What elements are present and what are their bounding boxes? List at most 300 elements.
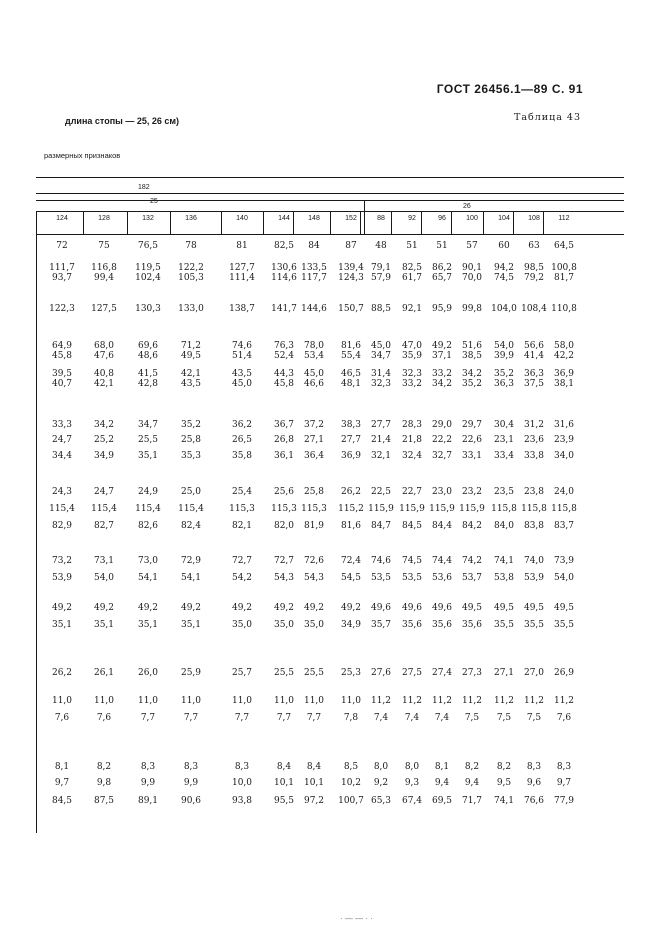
table-cell: 99,8 <box>461 304 483 314</box>
table-cell: 26,5 <box>231 435 253 445</box>
rule-2 <box>36 193 624 194</box>
table-cell: 35,7 <box>370 620 392 630</box>
table-cell: 26,8 <box>273 435 295 445</box>
table-cell: 44,3 <box>273 369 295 379</box>
column-header: 96 <box>438 215 446 222</box>
table-cell: 10,1 <box>303 778 325 788</box>
table-cell: 49,6 <box>401 603 423 613</box>
table-cell: 26,2 <box>51 668 73 678</box>
table-cell: 7,7 <box>140 713 156 723</box>
table-cell: 32,7 <box>431 451 453 461</box>
table-cell: 35,1 <box>93 620 115 630</box>
table-cell: 35,1 <box>180 620 202 630</box>
table-cell: 36,7 <box>273 420 295 430</box>
table-cell: 74,6 <box>231 341 253 351</box>
table-cell: 40,8 <box>93 369 115 379</box>
table-cell: 74,1 <box>493 556 515 566</box>
table-cell: 119,5 <box>135 263 161 273</box>
table-cell: 83,7 <box>553 521 575 531</box>
rule-3 <box>36 200 624 201</box>
table-cell: 9,8 <box>96 778 112 788</box>
table-cell: 27,6 <box>370 668 392 678</box>
table-cell: 33,2 <box>431 369 453 379</box>
table-cell: 95,9 <box>431 304 453 314</box>
table-cell: 25,3 <box>340 668 362 678</box>
table-cell: 45,8 <box>51 351 73 361</box>
table-cell: 90,6 <box>180 796 202 806</box>
table-cell: 36,1 <box>273 451 295 461</box>
column-separator <box>360 211 361 234</box>
table-cell: 115,4 <box>49 504 75 514</box>
table-cell: 84 <box>308 241 320 251</box>
table-cell: 51,4 <box>231 351 253 361</box>
table-cell: 89,1 <box>137 796 159 806</box>
table-cell: 8,4 <box>276 762 292 772</box>
table-cell: 72,6 <box>303 556 325 566</box>
table-cell: 11,0 <box>137 696 159 706</box>
table-cell: 88,5 <box>370 304 392 314</box>
column-header: 88 <box>377 215 385 222</box>
table-cell: 130,6 <box>271 263 297 273</box>
table-cell: 98,5 <box>523 263 545 273</box>
table-cell: 54,1 <box>137 573 159 583</box>
table-cell: 46,5 <box>340 369 362 379</box>
table-cell: 87 <box>345 241 357 251</box>
table-cell: 9,9 <box>183 778 199 788</box>
table-cell: 84,7 <box>370 521 392 531</box>
table-cell: 25,5 <box>273 668 295 678</box>
column-separator <box>451 211 452 234</box>
table-cell: 23,2 <box>461 487 483 497</box>
table-cell: 9,4 <box>464 778 480 788</box>
rule-5 <box>36 234 624 235</box>
table-cell: 81,7 <box>553 273 575 283</box>
table-cell: 141,7 <box>271 304 297 314</box>
table-cell: 7,4 <box>434 713 450 723</box>
table-cell: 70,0 <box>461 273 483 283</box>
table-cell: 27,1 <box>303 435 325 445</box>
table-cell: 99,4 <box>93 273 115 283</box>
table-cell: 72 <box>56 241 68 251</box>
table-cell: 41,4 <box>523 351 545 361</box>
table-cell: 9,2 <box>373 778 389 788</box>
table-cell: 23,9 <box>553 435 575 445</box>
table-cell: 100,8 <box>551 263 577 273</box>
table-cell: 53,9 <box>51 573 73 583</box>
table-cell: 25,7 <box>231 668 253 678</box>
table-cell: 65,3 <box>370 796 392 806</box>
table-cell: 49,2 <box>93 603 115 613</box>
span-label-25: 25 <box>150 198 158 205</box>
table-cell: 8,3 <box>526 762 542 772</box>
table-cell: 54,5 <box>340 573 362 583</box>
table-cell: 23,6 <box>523 435 545 445</box>
table-cell: 35,2 <box>493 369 515 379</box>
table-cell: 8,5 <box>343 762 359 772</box>
column-header: 144 <box>278 215 290 222</box>
column-separator <box>221 211 222 234</box>
table-cell: 84,2 <box>461 521 483 531</box>
table-cell: 24,7 <box>51 435 73 445</box>
column-header: 136 <box>185 215 197 222</box>
table-cell: 115,8 <box>551 504 577 514</box>
table-cell: 45,0 <box>370 341 392 351</box>
table-cell: 11,2 <box>431 696 453 706</box>
table-cell: 73,0 <box>137 556 159 566</box>
table-cell: 114,6 <box>271 273 297 283</box>
table-cell: 84,4 <box>431 521 453 531</box>
table-cell: 38,1 <box>553 379 575 389</box>
table-cell: 52,4 <box>273 351 295 361</box>
table-cell: 36,3 <box>493 379 515 389</box>
table-cell: 71,2 <box>180 341 202 351</box>
table-cell: 35,0 <box>273 620 295 630</box>
table-cell: 23,5 <box>493 487 515 497</box>
table-cell: 25,5 <box>303 668 325 678</box>
table-cell: 49,2 <box>51 603 73 613</box>
table-cell: 9,7 <box>54 778 70 788</box>
table-cell: 23,8 <box>523 487 545 497</box>
table-cell: 57 <box>466 241 478 251</box>
table-cell: 79,1 <box>370 263 392 273</box>
table-cell: 7,5 <box>526 713 542 723</box>
table-cell: 144,6 <box>301 304 327 314</box>
column-separator <box>293 211 294 234</box>
table-cell: 54,3 <box>273 573 295 583</box>
table-cell: 115,3 <box>229 504 255 514</box>
table-cell: 11,0 <box>51 696 73 706</box>
table-cell: 86,2 <box>431 263 453 273</box>
table-cell: 25,6 <box>273 487 295 497</box>
table-cell: 7,6 <box>54 713 70 723</box>
table-cell: 64,5 <box>553 241 575 251</box>
table-cell: 8,3 <box>140 762 156 772</box>
table-cell: 49,2 <box>340 603 362 613</box>
table-cell: 25,5 <box>137 435 159 445</box>
table-cell: 22,6 <box>461 435 483 445</box>
table-cell: 42,1 <box>93 379 115 389</box>
column-separator <box>391 211 392 234</box>
table-cell: 11,2 <box>461 696 483 706</box>
table-cell: 34,9 <box>93 451 115 461</box>
table-cell: 47,6 <box>93 351 115 361</box>
table-cell: 133,0 <box>178 304 204 314</box>
table-cell: 30,4 <box>493 420 515 430</box>
table-cell: 35,0 <box>303 620 325 630</box>
table-cell: 78,0 <box>303 341 325 351</box>
table-cell: 26,1 <box>93 668 115 678</box>
table-cell: 47,0 <box>401 341 423 351</box>
table-cell: 8,2 <box>496 762 512 772</box>
table-cell: 67,4 <box>401 796 423 806</box>
table-cell: 26,9 <box>553 668 575 678</box>
table-cell: 82,5 <box>401 263 423 273</box>
table-cell: 42,8 <box>137 379 159 389</box>
table-cell: 7,7 <box>183 713 199 723</box>
footer-mark: · — — · · <box>340 914 373 923</box>
table-cell: 35,5 <box>493 620 515 630</box>
column-header: 108 <box>528 215 540 222</box>
table-cell: 33,1 <box>461 451 483 461</box>
table-cell: 9,4 <box>434 778 450 788</box>
table-cell: 11,0 <box>340 696 362 706</box>
table-cell: 7,5 <box>464 713 480 723</box>
table-cell: 34,2 <box>93 420 115 430</box>
table-cell: 115,8 <box>491 504 517 514</box>
table-cell: 48 <box>375 241 387 251</box>
table-cell: 25,8 <box>303 487 325 497</box>
dimension-label: размерных признаков <box>44 151 121 160</box>
table-cell: 35,1 <box>51 620 73 630</box>
table-cell: 34,4 <box>51 451 73 461</box>
table-cell: 82,6 <box>137 521 159 531</box>
table-cell: 49,5 <box>493 603 515 613</box>
table-cell: 49,2 <box>273 603 295 613</box>
table-cell: 36,3 <box>523 369 545 379</box>
table-cell: 49,2 <box>431 341 453 351</box>
table-cell: 38,3 <box>340 420 362 430</box>
table-cell: 127,7 <box>229 263 255 273</box>
table-cell: 74,2 <box>461 556 483 566</box>
table-cell: 11,2 <box>493 696 515 706</box>
table-cell: 94,2 <box>493 263 515 273</box>
column-separator <box>483 211 484 234</box>
table-cell: 22,2 <box>431 435 453 445</box>
column-separator <box>83 211 84 234</box>
table-cell: 7,7 <box>276 713 292 723</box>
table-cell: 61,7 <box>401 273 423 283</box>
table-cell: 104,0 <box>491 304 517 314</box>
table-cell: 49,2 <box>137 603 159 613</box>
table-cell: 11,0 <box>93 696 115 706</box>
table-cell: 32,3 <box>370 379 392 389</box>
table-cell: 21,4 <box>370 435 392 445</box>
table-cell: 72,9 <box>180 556 202 566</box>
column-separator <box>513 211 514 234</box>
table-cell: 54,2 <box>231 573 253 583</box>
table-cell: 35,1 <box>137 620 159 630</box>
table-cell: 43,5 <box>180 379 202 389</box>
table-cell: 84,5 <box>401 521 423 531</box>
table-cell: 35,6 <box>401 620 423 630</box>
table-cell: 9,6 <box>526 778 542 788</box>
table-cell: 11,2 <box>370 696 392 706</box>
table-cell: 34,2 <box>461 369 483 379</box>
table-cell: 51,6 <box>461 341 483 351</box>
table-cell: 115,3 <box>301 504 327 514</box>
table-cell: 122,2 <box>178 263 204 273</box>
table-cell: 24,7 <box>93 487 115 497</box>
table-cell: 76,5 <box>137 241 159 251</box>
table-cell: 117,7 <box>301 273 327 283</box>
column-header: 152 <box>345 215 357 222</box>
table-number-label: Таблица 43 <box>514 112 581 123</box>
table-cell: 32,4 <box>401 451 423 461</box>
table-cell: 11,2 <box>401 696 423 706</box>
table-cell: 34,7 <box>137 420 159 430</box>
table-cell: 115,9 <box>399 504 425 514</box>
table-cell: 31,6 <box>553 420 575 430</box>
table-cell: 7,7 <box>234 713 250 723</box>
table-cell: 82,4 <box>180 521 202 531</box>
table-cell: 11,2 <box>523 696 545 706</box>
table-cell: 27,7 <box>370 420 392 430</box>
rule-top <box>36 177 624 178</box>
column-header: 100 <box>466 215 478 222</box>
table-cell: 8,3 <box>556 762 572 772</box>
table-left-border <box>36 211 37 833</box>
table-cell: 29,0 <box>431 420 453 430</box>
table-cell: 72,4 <box>340 556 362 566</box>
column-header: 128 <box>98 215 110 222</box>
table-cell: 45,8 <box>273 379 295 389</box>
table-cell: 53,6 <box>431 573 453 583</box>
column-separator <box>543 211 544 234</box>
table-cell: 33,8 <box>523 451 545 461</box>
column-header: 140 <box>236 215 248 222</box>
table-cell: 73,1 <box>93 556 115 566</box>
table-cell: 8,0 <box>404 762 420 772</box>
table-cell: 42,2 <box>553 351 575 361</box>
table-cell: 7,6 <box>556 713 572 723</box>
table-cell: 32,1 <box>370 451 392 461</box>
table-cell: 48,1 <box>340 379 362 389</box>
table-cell: 150,7 <box>338 304 364 314</box>
table-cell: 116,8 <box>91 263 117 273</box>
table-cell: 82,5 <box>273 241 295 251</box>
table-cell: 75 <box>98 241 110 251</box>
table-cell: 130,3 <box>135 304 161 314</box>
page-header-standard: ГОСТ 26456.1—89 С. 91 <box>436 82 583 96</box>
table-cell: 27,5 <box>401 668 423 678</box>
table-cell: 76,6 <box>523 796 545 806</box>
table-cell: 54,0 <box>493 341 515 351</box>
table-cell: 27,0 <box>523 668 545 678</box>
table-cell: 72,7 <box>231 556 253 566</box>
table-cell: 21,8 <box>401 435 423 445</box>
table-cell: 53,8 <box>493 573 515 583</box>
table-cell: 54,3 <box>303 573 325 583</box>
table-cell: 11,2 <box>553 696 575 706</box>
table-cell: 49,5 <box>523 603 545 613</box>
table-cell: 24,9 <box>137 487 159 497</box>
column-separator <box>263 211 264 234</box>
column-header: 112 <box>558 215 570 222</box>
column-header: 132 <box>142 215 154 222</box>
table-cell: 64,9 <box>51 341 73 351</box>
table-cell: 97,2 <box>303 796 325 806</box>
table-cell: 49,2 <box>231 603 253 613</box>
table-cell: 57,9 <box>370 273 392 283</box>
table-cell: 22,5 <box>370 487 392 497</box>
table-cell: 108,4 <box>521 304 547 314</box>
table-cell: 138,7 <box>229 304 255 314</box>
table-cell: 8,3 <box>183 762 199 772</box>
table-cell: 35,0 <box>231 620 253 630</box>
table-cell: 34,2 <box>431 379 453 389</box>
table-cell: 39,5 <box>51 369 73 379</box>
table-cell: 74,1 <box>493 796 515 806</box>
table-cell: 74,5 <box>493 273 515 283</box>
table-cell: 124,3 <box>338 273 364 283</box>
table-cell: 33,2 <box>401 379 423 389</box>
table-cell: 36,2 <box>231 420 253 430</box>
table-cell: 42,1 <box>180 369 202 379</box>
table-cell: 38,5 <box>461 351 483 361</box>
table-cell: 122,3 <box>49 304 75 314</box>
table-cell: 8,1 <box>434 762 450 772</box>
table-cell: 32,3 <box>401 369 423 379</box>
table-cell: 84,0 <box>493 521 515 531</box>
table-cell: 45,0 <box>303 369 325 379</box>
table-cell: 10,0 <box>231 778 253 788</box>
table-cell: 115,8 <box>521 504 547 514</box>
table-cell: 36,9 <box>553 369 575 379</box>
table-cell: 35,5 <box>553 620 575 630</box>
table-cell: 33,3 <box>51 420 73 430</box>
table-cell: 51 <box>436 241 448 251</box>
table-cell: 28,3 <box>401 420 423 430</box>
table-cell: 100,7 <box>338 796 364 806</box>
table-cell: 84,5 <box>51 796 73 806</box>
table-cell: 24,0 <box>553 487 575 497</box>
table-cell: 36,9 <box>340 451 362 461</box>
table-cell: 31,2 <box>523 420 545 430</box>
table-cell: 25,0 <box>180 487 202 497</box>
table-cell: 37,5 <box>523 379 545 389</box>
table-cell: 26,2 <box>340 487 362 497</box>
table-cell: 49,6 <box>370 603 392 613</box>
table-cell: 55,4 <box>340 351 362 361</box>
table-cell: 27,4 <box>431 668 453 678</box>
table-cell: 115,9 <box>429 504 455 514</box>
table-cell: 60 <box>498 241 510 251</box>
table-cell: 53,9 <box>523 573 545 583</box>
table-cell: 49,6 <box>431 603 453 613</box>
table-cell: 72,7 <box>273 556 295 566</box>
table-cell: 74,5 <box>401 556 423 566</box>
table-cell: 7,4 <box>373 713 389 723</box>
table-cell: 34,9 <box>340 620 362 630</box>
table-cell: 93,8 <box>231 796 253 806</box>
table-cell: 79,2 <box>523 273 545 283</box>
table-cell: 35,1 <box>137 451 159 461</box>
table-cell: 115,9 <box>459 504 485 514</box>
table-cell: 71,7 <box>461 796 483 806</box>
table-cell: 34,0 <box>553 451 575 461</box>
table-cell: 115,4 <box>135 504 161 514</box>
table-cell: 49,5 <box>180 351 202 361</box>
table-cell: 115,4 <box>91 504 117 514</box>
table-cell: 37,2 <box>303 420 325 430</box>
span-label-182: 182 <box>138 184 150 191</box>
table-cell: 35,6 <box>431 620 453 630</box>
table-cell: 93,7 <box>51 273 73 283</box>
column-header: 104 <box>498 215 510 222</box>
table-cell: 11,0 <box>303 696 325 706</box>
table-cell: 127,5 <box>91 304 117 314</box>
table-cell: 82,0 <box>273 521 295 531</box>
table-cell: 9,7 <box>556 778 572 788</box>
table-cell: 10,2 <box>340 778 362 788</box>
table-cell: 49,2 <box>303 603 325 613</box>
table-cell: 10,1 <box>273 778 295 788</box>
table-cell: 74,0 <box>523 556 545 566</box>
column-separator <box>170 211 171 234</box>
table-cell: 27,3 <box>461 668 483 678</box>
table-cell: 8,1 <box>54 762 70 772</box>
table-cell: 11,0 <box>231 696 253 706</box>
